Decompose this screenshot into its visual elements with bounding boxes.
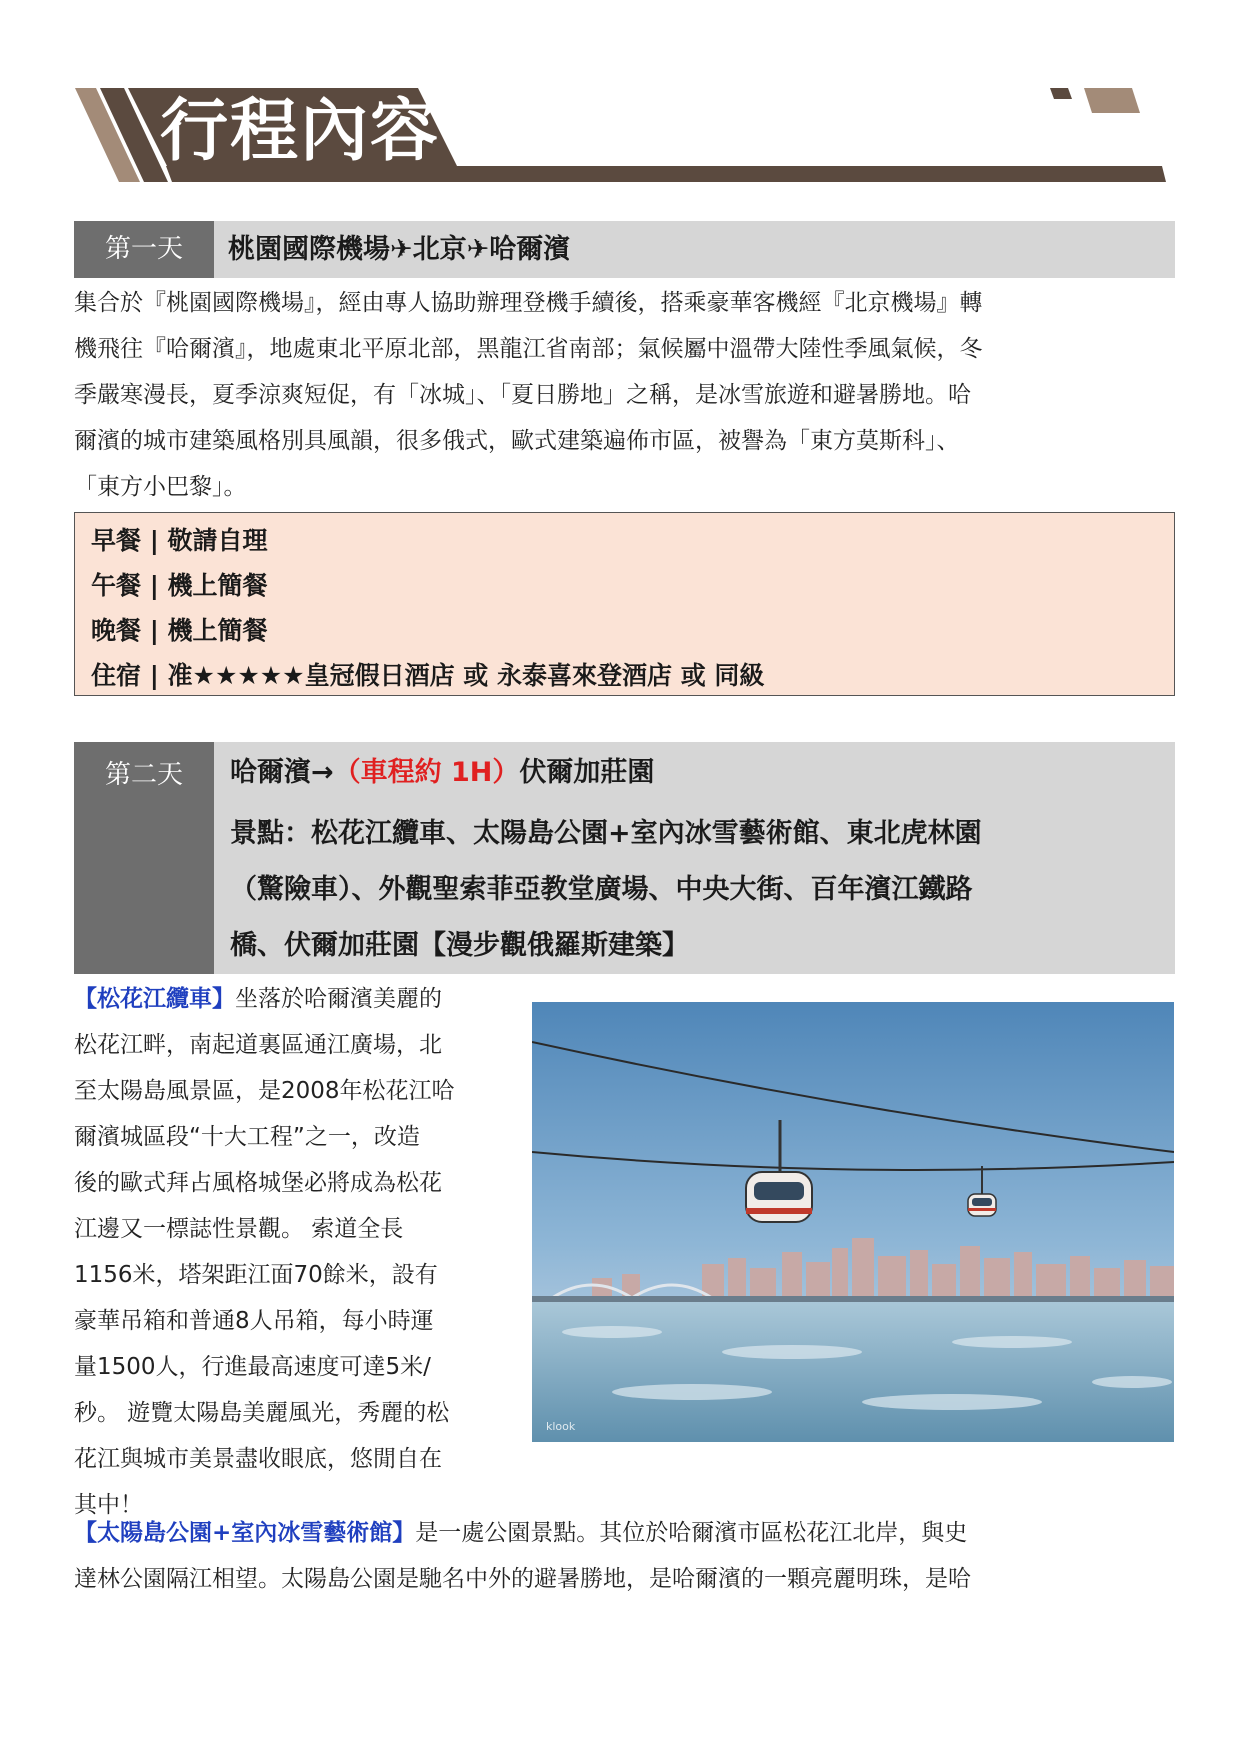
day1-meal-box [74, 512, 1175, 696]
sun-line-1: 【太陽島公園+室內冰雪藝術館】是一處公園景點。其位於哈爾濱市區松花江北岸，與史 [74, 1520, 968, 1546]
photo-watermark: klook [546, 1420, 576, 1433]
day2-route [230, 744, 654, 802]
page-title: 行程內容 [160, 92, 441, 171]
cable-line-2: 松花江畔，南起道裏區通江廣場，北 [74, 1032, 442, 1058]
corner-accent-large [1084, 88, 1140, 113]
day1-title: 桃園國際機場✈北京✈哈爾濱 [228, 234, 571, 265]
day1-line-5: 「東方小巴黎」。 [74, 474, 247, 500]
cable-car-heading: 【松花江纜車】 [74, 986, 235, 1012]
day2-route-start: 哈爾濱→ [230, 757, 334, 788]
cable-car-photo [532, 1002, 1174, 1442]
day2-label: 第二天 [74, 742, 214, 974]
sun-island-heading: 【太陽島公園+室內冰雪藝術館】 [74, 1520, 416, 1546]
day1-line-4: 爾濱的城市建築風格別具風韻，很多俄式，歐式建築遍佈市區，被譽為「東方莫斯科」、 [74, 428, 960, 454]
cable-line-11: 花江與城市美景盡收眼底，悠閒自在 [74, 1446, 442, 1472]
day2-spots-line-3: 橋、伏爾加莊園【漫步觀俄羅斯建築】 [230, 930, 689, 961]
cable-line-4: 爾濱城區段“十大工程”之一，改造 [74, 1124, 420, 1150]
cable-line-5: 後的歐式拜占風格城堡必將成為松花 [74, 1170, 442, 1196]
day1-line-2: 機飛往『哈爾濱』，地處東北平原北部，黑龍江省南部；氣候屬中溫帶大陸性季風氣候，冬 [74, 336, 983, 362]
cable-line-9: 量1500人，行進最高速度可達5米/ [74, 1354, 431, 1380]
sun-line-2: 達林公園隔江相望。太陽島公園是馳名中外的避暑勝地，是哈爾濱的一顆亮麗明珠，是哈 [74, 1566, 971, 1592]
day1-label: 第一天 [74, 221, 214, 278]
day1-line-1: 集合於『桃園國際機場』，經由專人協助辦理登機手續後，搭乘豪華客機經『北京機場』轉 [74, 290, 983, 316]
day2-spots [230, 806, 1170, 974]
corner-accent-small [1050, 88, 1072, 99]
cable-line-7: 1156米，塔架距江面70餘米，設有 [74, 1262, 438, 1288]
day2-drive-time: （車程約 1H） [333, 757, 520, 788]
lunch-line: 午餐 | 機上簡餐 [91, 571, 268, 600]
day1-line-3: 季嚴寒漫長，夏季涼爽短促，有「冰城」、「夏日勝地」之稱，是冰雪旅遊和避暑勝地。哈 [74, 382, 971, 408]
sun-island-description [74, 1510, 1176, 1602]
day2-spots-line-1: 景點：松花江纜車、太陽島公園+室內冰雪藝術館、東北虎林園 [230, 818, 982, 849]
day1-description [74, 280, 1176, 510]
day2-route-end: 伏爾加莊園 [519, 757, 655, 788]
hotel-line: 住宿 | 准★★★★★皇冠假日酒店 或 永泰喜來登酒店 或 同級 [91, 661, 765, 690]
day2-spots-line-2: （驚險車）、外觀聖索菲亞教堂廣場、中央大街、百年濱江鐵路 [230, 874, 973, 905]
dinner-line: 晚餐 | 機上簡餐 [91, 616, 268, 645]
breakfast-line: 早餐 | 敬請自理 [91, 526, 268, 555]
cable-line-8: 豪華吊箱和普通8人吊箱，每小時運 [74, 1308, 434, 1334]
cable-line-6: 江邊又一標誌性景觀。 索道全長 [74, 1216, 404, 1242]
cable-line-1: 【松花江纜車】坐落於哈爾濱美麗的 [74, 986, 442, 1012]
cable-line-10: 秒。 遊覽太陽島美麗風光，秀麗的松 [74, 1400, 450, 1426]
cable-line-12: 其中！ [74, 1492, 143, 1518]
cable-line-3: 至太陽島風景區，是2008年松花江哈 [74, 1078, 455, 1104]
cable-car-description [74, 976, 516, 1528]
